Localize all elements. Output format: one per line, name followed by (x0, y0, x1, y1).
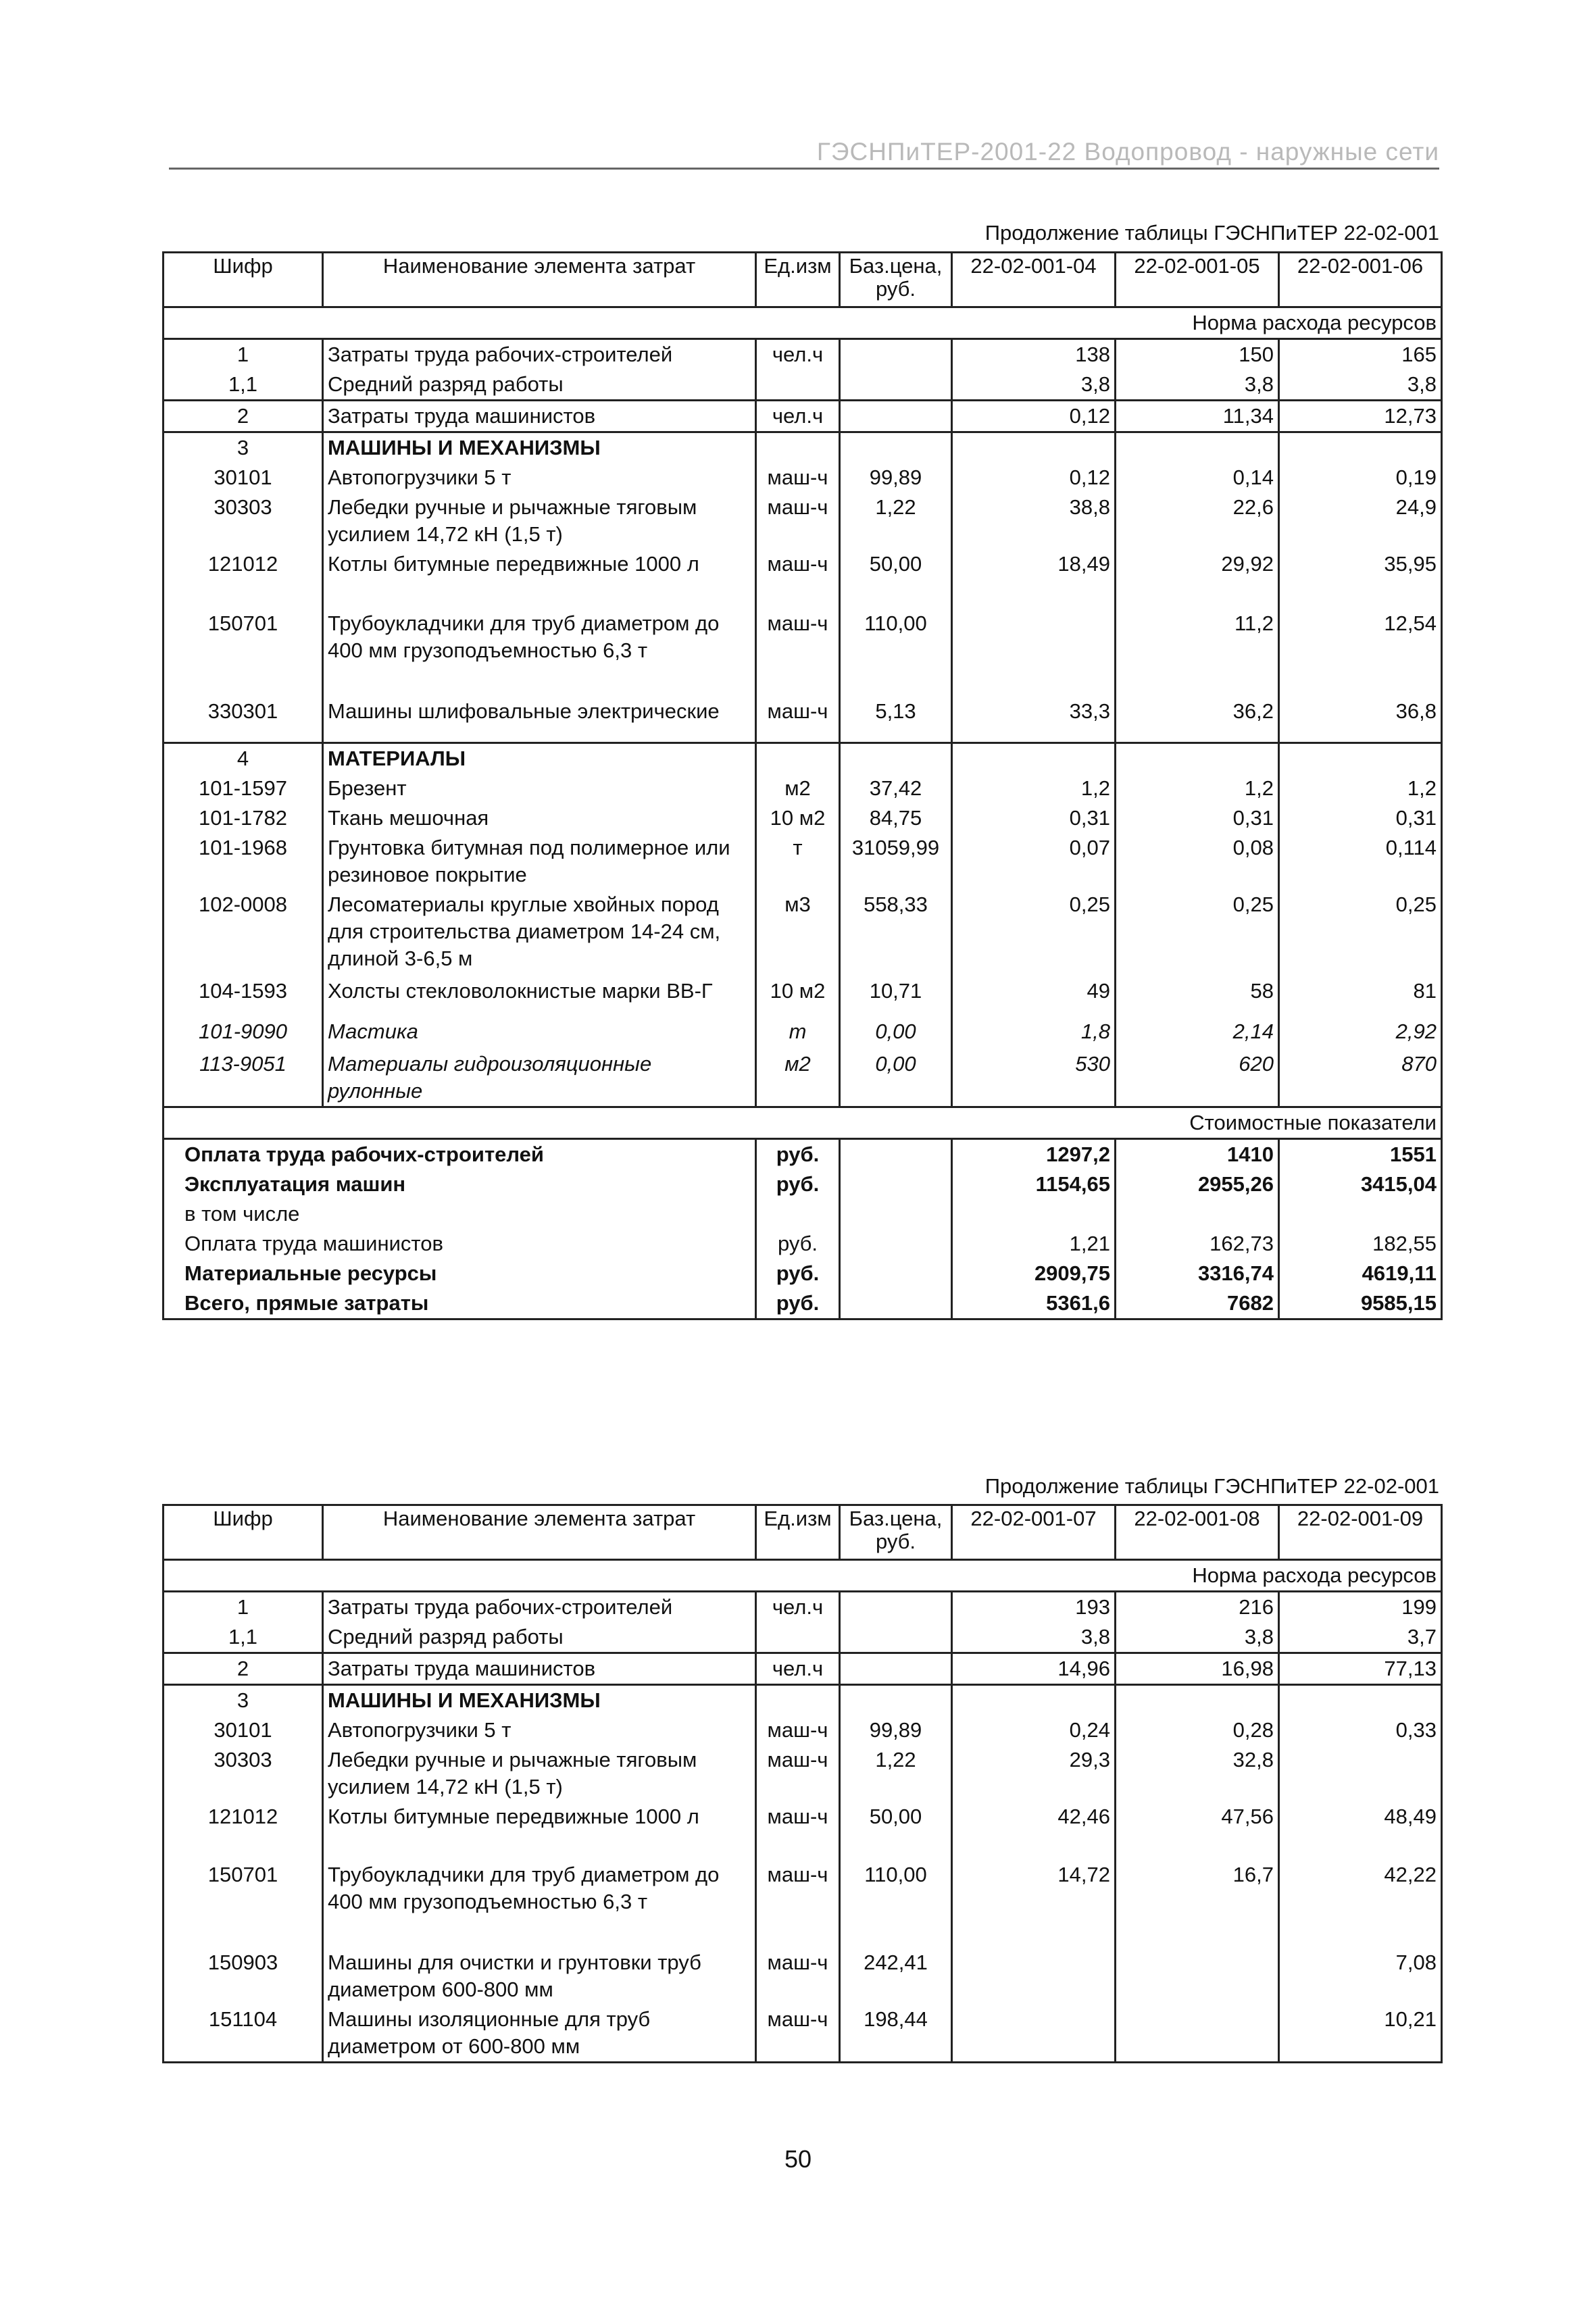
summary-label: в том числе (164, 1199, 756, 1229)
norm-cell: 38,8 (952, 493, 1116, 549)
norm-cell: 530 (952, 1049, 1116, 1107)
summary-value: 3316,74 (1116, 1259, 1279, 1288)
price-cell: 5,13 (840, 697, 952, 743)
table-header-row (164, 1505, 1442, 1560)
norm-cell: 77,13 (1279, 1653, 1442, 1685)
code-cell: 1 (164, 1592, 323, 1623)
table-row (164, 1653, 1442, 1685)
header-norm-05: 22-02-001-05 (1116, 253, 1279, 307)
norm-cell (952, 2005, 1116, 2063)
name-cell: Ткань мешочная (323, 803, 756, 833)
table1-caption: Продолжение таблицы ГЭСНПиТЕР 22-02-001 (984, 221, 1439, 245)
norm-cell: 48,49 (1279, 1802, 1442, 1860)
code-cell: 113-9051 (164, 1049, 323, 1107)
norm-cell (952, 1685, 1116, 1716)
summary-value: 1,21 (952, 1229, 1116, 1259)
unit-cell: маш-ч (756, 697, 840, 743)
code-cell: 330301 (164, 697, 323, 743)
norm-cell: 0,25 (1279, 890, 1442, 976)
norm-cell: 24,9 (1279, 493, 1442, 549)
norm-cell: 0,31 (1116, 803, 1279, 833)
summary-price (840, 1229, 952, 1259)
norm-cell: 3,8 (952, 1622, 1116, 1653)
norm-label-row (164, 307, 1442, 339)
norm-cell: 165 (1279, 339, 1442, 370)
code-cell: 101-1968 (164, 833, 323, 890)
summary-row (164, 1259, 1442, 1288)
price-cell: 99,89 (840, 1715, 952, 1745)
norm-cell (1279, 432, 1442, 463)
resource-table-1 (162, 251, 1443, 1320)
table-row (164, 370, 1442, 401)
name-cell: Лесоматериалы круглые хвойных пород для строительства диаметром 14-24 см, длиной 3-6,5 м (323, 890, 756, 976)
price-cell (840, 743, 952, 774)
table-row (164, 463, 1442, 493)
unit-cell: м3 (756, 890, 840, 976)
summary-label: Оплата труда рабочих-строителей (164, 1138, 756, 1169)
norm-cell: 138 (952, 339, 1116, 370)
norm-cell: 3,8 (952, 370, 1116, 401)
table2-caption: Продолжение таблицы ГЭСНПиТЕР 22-02-001 (984, 1474, 1439, 1498)
norm-cell: 0,12 (952, 401, 1116, 432)
table-row (164, 803, 1442, 833)
unit-cell: чел.ч (756, 1592, 840, 1623)
summary-value (952, 1199, 1116, 1229)
table-row (164, 1685, 1442, 1716)
table-row (164, 774, 1442, 803)
header-norm-06: 22-02-001-06 (1279, 253, 1442, 307)
name-cell: Трубоукладчики для труб диаметром до 400 мм грузоподъемностью 6,3 т (323, 609, 756, 697)
norm-cell (1279, 1685, 1442, 1716)
name-cell: Материалы гидроизоляционные рулонные (323, 1049, 756, 1107)
summary-unit: руб. (756, 1259, 840, 1288)
norm-cell: 36,8 (1279, 697, 1442, 743)
summary-row (164, 1288, 1442, 1319)
code-cell: 2 (164, 401, 323, 432)
name-cell: Средний разряд работы (323, 1622, 756, 1653)
norm-cell (952, 743, 1116, 774)
norm-cell (1116, 743, 1279, 774)
norm-cell: 0,12 (952, 463, 1116, 493)
name-cell: Затраты труда рабочих-строителей (323, 1592, 756, 1623)
norm-cell: 216 (1116, 1592, 1279, 1623)
table-row (164, 339, 1442, 370)
table-row (164, 697, 1442, 743)
name-cell: Машины изоляционные для труб диаметром от 600-800 мм (323, 2005, 756, 2063)
norm-cell: 81 (1279, 976, 1442, 1017)
unit-cell: маш-ч (756, 1860, 840, 1948)
unit-cell (756, 1685, 840, 1716)
price-cell: 37,42 (840, 774, 952, 803)
name-cell: МАТЕРИАЛЫ (323, 743, 756, 774)
cost-label: Стоимостные показатели (952, 1107, 1442, 1138)
code-cell: 30101 (164, 1715, 323, 1745)
norm-cell: 2,14 (1116, 1017, 1279, 1049)
summary-price (840, 1138, 952, 1169)
price-cell: 198,44 (840, 2005, 952, 2063)
norm-cell: 7,08 (1279, 1948, 1442, 2005)
name-cell: МАШИНЫ И МЕХАНИЗМЫ (323, 432, 756, 463)
name-cell: Трубоукладчики для труб диаметром до 400 мм грузоподъемностью 6,3 т (323, 1860, 756, 1948)
norm-cell: 11,2 (1116, 609, 1279, 697)
unit-cell: чел.ч (756, 401, 840, 432)
norm-cell (1279, 743, 1442, 774)
norm-cell (1116, 1685, 1279, 1716)
code-cell: 101-1597 (164, 774, 323, 803)
unit-cell: маш-ч (756, 1745, 840, 1802)
unit-cell (756, 743, 840, 774)
unit-cell (756, 432, 840, 463)
header-code: Шифр (164, 1505, 323, 1560)
price-cell: 84,75 (840, 803, 952, 833)
table-header-row (164, 253, 1442, 307)
name-cell: Машины шлифовальные электрические (323, 697, 756, 743)
table-row (164, 890, 1442, 976)
code-cell: 150701 (164, 609, 323, 697)
norm-cell: 0,07 (952, 833, 1116, 890)
norm-cell: 11,34 (1116, 401, 1279, 432)
unit-cell (756, 1622, 840, 1653)
header-name: Наименование элемента затрат (323, 253, 756, 307)
unit-cell: чел.ч (756, 1653, 840, 1685)
norm-cell: 1,2 (1116, 774, 1279, 803)
norm-cell: 193 (952, 1592, 1116, 1623)
summary-unit (756, 1199, 840, 1229)
price-cell (840, 1653, 952, 1685)
summary-price (840, 1199, 952, 1229)
norm-label-blank (164, 307, 952, 339)
norm-cell: 49 (952, 976, 1116, 1017)
price-cell (840, 1622, 952, 1653)
norm-cell: 42,22 (1279, 1860, 1442, 1948)
header-norm-04: 22-02-001-04 (952, 253, 1116, 307)
summary-value: 4619,11 (1279, 1259, 1442, 1288)
code-cell: 102-0008 (164, 890, 323, 976)
price-cell: 110,00 (840, 1860, 952, 1948)
code-cell: 150903 (164, 1948, 323, 2005)
summary-value: 2955,26 (1116, 1169, 1279, 1199)
table-row (164, 1860, 1442, 1948)
norm-cell: 1,2 (1279, 774, 1442, 803)
table-row (164, 493, 1442, 549)
summary-label: Всего, прямые затраты (164, 1288, 756, 1319)
name-cell: Автопогрузчики 5 т (323, 1715, 756, 1745)
norm-cell: 3,7 (1279, 1622, 1442, 1653)
table-row (164, 401, 1442, 432)
code-cell: 150701 (164, 1860, 323, 1948)
norm-cell: 0,33 (1279, 1715, 1442, 1745)
norm-cell (952, 1948, 1116, 2005)
norm-cell: 33,3 (952, 697, 1116, 743)
table-row (164, 1592, 1442, 1623)
unit-cell: м2 (756, 1049, 840, 1107)
unit-cell: м2 (756, 774, 840, 803)
norm-cell: 150 (1116, 339, 1279, 370)
norm-cell: 0,08 (1116, 833, 1279, 890)
table-row (164, 1948, 1442, 2005)
norm-cell (1279, 1745, 1442, 1802)
code-cell: 30303 (164, 493, 323, 549)
norm-cell (952, 609, 1116, 697)
summary-label: Материальные ресурсы (164, 1259, 756, 1288)
cost-label-row (164, 1107, 1442, 1138)
table-row (164, 609, 1442, 697)
name-cell: Затраты труда рабочих-строителей (323, 339, 756, 370)
norm-cell: 0,114 (1279, 833, 1442, 890)
summary-value: 2909,75 (952, 1259, 1116, 1288)
norm-cell: 0,31 (1279, 803, 1442, 833)
unit-cell: 10 м2 (756, 976, 840, 1017)
code-cell: 151104 (164, 2005, 323, 2063)
table-row (164, 976, 1442, 1017)
summary-value: 1154,65 (952, 1169, 1116, 1199)
name-cell: Средний разряд работы (323, 370, 756, 401)
norm-cell: 10,21 (1279, 2005, 1442, 2063)
summary-label: Оплата труда машинистов (164, 1229, 756, 1259)
name-cell: Котлы битумные передвижные 1000 л (323, 1802, 756, 1860)
norm-cell: 18,49 (952, 549, 1116, 609)
table-row (164, 549, 1442, 609)
summary-value: 162,73 (1116, 1229, 1279, 1259)
norm-cell: 29,3 (952, 1745, 1116, 1802)
price-cell (840, 1592, 952, 1623)
summary-value: 1410 (1116, 1138, 1279, 1169)
header-price: Баз.цена, руб. (840, 1505, 952, 1560)
summary-row (164, 1229, 1442, 1259)
norm-cell: 14,72 (952, 1860, 1116, 1948)
price-cell (840, 1685, 952, 1716)
unit-cell: маш-ч (756, 1715, 840, 1745)
name-cell: Мастика (323, 1017, 756, 1049)
summary-unit: руб. (756, 1229, 840, 1259)
name-cell: Брезент (323, 774, 756, 803)
norm-cell: 3,8 (1279, 370, 1442, 401)
code-cell: 3 (164, 432, 323, 463)
norm-cell (1116, 1948, 1279, 2005)
code-cell: 4 (164, 743, 323, 774)
norm-cell: 12,73 (1279, 401, 1442, 432)
name-cell: Затраты труда машинистов (323, 401, 756, 432)
price-cell (840, 370, 952, 401)
summary-row (164, 1169, 1442, 1199)
code-cell: 101-1782 (164, 803, 323, 833)
code-cell: 104-1593 (164, 976, 323, 1017)
norm-cell: 42,46 (952, 1802, 1116, 1860)
unit-cell: маш-ч (756, 1802, 840, 1860)
header-unit: Ед.изм (756, 253, 840, 307)
page-number: 50 (784, 2145, 812, 2173)
norm-cell: 36,2 (1116, 697, 1279, 743)
price-cell: 242,41 (840, 1948, 952, 2005)
table1-summary (164, 1107, 1442, 1319)
resource-table-2 (162, 1504, 1443, 2063)
header-norm-09: 22-02-001-09 (1279, 1505, 1442, 1560)
price-cell: 1,22 (840, 493, 952, 549)
code-cell: 2 (164, 1653, 323, 1685)
price-cell: 0,00 (840, 1049, 952, 1107)
code-cell: 1,1 (164, 1622, 323, 1653)
summary-value: 5361,6 (952, 1288, 1116, 1319)
unit-cell: маш-ч (756, 463, 840, 493)
table-row (164, 1049, 1442, 1107)
table-row (164, 743, 1442, 774)
header-price: Баз.цена, руб. (840, 253, 952, 307)
running-header (169, 128, 1439, 182)
norm-cell: 0,25 (1116, 890, 1279, 976)
norm-cell: 870 (1279, 1049, 1442, 1107)
unit-cell: т (756, 833, 840, 890)
norm-label: Норма расхода ресурсов (952, 1560, 1442, 1592)
header-code: Шифр (164, 253, 323, 307)
price-cell: 10,71 (840, 976, 952, 1017)
unit-cell (756, 370, 840, 401)
norm-cell: 16,7 (1116, 1860, 1279, 1948)
code-cell: 3 (164, 1685, 323, 1716)
norm-cell: 2,92 (1279, 1017, 1442, 1049)
name-cell: Грунтовка битумная под полимерное или резиновое покрытие (323, 833, 756, 890)
norm-cell: 1,2 (952, 774, 1116, 803)
price-cell: 1,22 (840, 1745, 952, 1802)
code-cell: 30101 (164, 463, 323, 493)
norm-label-row (164, 1560, 1442, 1592)
norm-cell: 58 (1116, 976, 1279, 1017)
summary-value: 7682 (1116, 1288, 1279, 1319)
summary-row (164, 1138, 1442, 1169)
table-row (164, 1745, 1442, 1802)
name-cell: МАШИНЫ И МЕХАНИЗМЫ (323, 1685, 756, 1716)
norm-label-blank (164, 1560, 952, 1592)
norm-label: Норма расхода ресурсов (952, 307, 1442, 339)
price-cell (840, 432, 952, 463)
code-cell: 121012 (164, 1802, 323, 1860)
price-cell: 558,33 (840, 890, 952, 976)
header-title: ГЭСНПиТЕР-2001-22 Водопровод - наружные сети (816, 138, 1439, 166)
table-row (164, 1802, 1442, 1860)
code-cell: 101-9090 (164, 1017, 323, 1049)
norm-cell: 0,25 (952, 890, 1116, 976)
name-cell: Машины для очистки и грунтовки труб диаметром 600-800 мм (323, 1948, 756, 2005)
unit-cell: маш-ч (756, 2005, 840, 2063)
norm-cell: 199 (1279, 1592, 1442, 1623)
header-rule (169, 168, 1439, 170)
code-cell: 30303 (164, 1745, 323, 1802)
norm-cell: 12,54 (1279, 609, 1442, 697)
price-cell: 0,00 (840, 1017, 952, 1049)
summary-price (840, 1259, 952, 1288)
table-row (164, 833, 1442, 890)
code-cell: 1 (164, 339, 323, 370)
unit-cell: маш-ч (756, 493, 840, 549)
unit-cell: маш-ч (756, 609, 840, 697)
norm-cell: 35,95 (1279, 549, 1442, 609)
cost-label-blank (164, 1107, 952, 1138)
summary-value (1279, 1199, 1442, 1229)
norm-cell: 0,19 (1279, 463, 1442, 493)
price-cell: 110,00 (840, 609, 952, 697)
summary-price (840, 1169, 952, 1199)
summary-value: 3415,04 (1279, 1169, 1442, 1199)
price-cell: 31059,99 (840, 833, 952, 890)
table-row (164, 1622, 1442, 1653)
table-row (164, 1017, 1442, 1049)
norm-cell: 0,28 (1116, 1715, 1279, 1745)
summary-unit: руб. (756, 1288, 840, 1319)
summary-label: Эксплуатация машин (164, 1169, 756, 1199)
summary-unit: руб. (756, 1138, 840, 1169)
unit-cell: т (756, 1017, 840, 1049)
norm-cell: 3,8 (1116, 370, 1279, 401)
table2-body (164, 1592, 1442, 2063)
unit-cell: маш-ч (756, 549, 840, 609)
price-cell: 50,00 (840, 549, 952, 609)
price-cell (840, 339, 952, 370)
unit-cell: 10 м2 (756, 803, 840, 833)
unit-cell: чел.ч (756, 339, 840, 370)
norm-cell: 1,8 (952, 1017, 1116, 1049)
norm-cell: 0,14 (1116, 463, 1279, 493)
table-row (164, 432, 1442, 463)
code-cell: 121012 (164, 549, 323, 609)
norm-cell: 0,31 (952, 803, 1116, 833)
header-name: Наименование элемента затрат (323, 1505, 756, 1560)
table-row (164, 1715, 1442, 1745)
norm-cell (1116, 432, 1279, 463)
summary-value: 1297,2 (952, 1138, 1116, 1169)
norm-cell (1116, 2005, 1279, 2063)
summary-unit: руб. (756, 1169, 840, 1199)
name-cell: Автопогрузчики 5 т (323, 463, 756, 493)
summary-value: 9585,15 (1279, 1288, 1442, 1319)
norm-cell: 32,8 (1116, 1745, 1279, 1802)
norm-cell: 16,98 (1116, 1653, 1279, 1685)
summary-price (840, 1288, 952, 1319)
norm-cell: 47,56 (1116, 1802, 1279, 1860)
table1-body (164, 339, 1442, 1107)
norm-cell (952, 432, 1116, 463)
price-cell: 50,00 (840, 1802, 952, 1860)
norm-cell: 29,92 (1116, 549, 1279, 609)
price-cell: 99,89 (840, 463, 952, 493)
price-cell (840, 401, 952, 432)
name-cell: Лебедки ручные и рычажные тяговым усилием 14,72 кН (1,5 т) (323, 493, 756, 549)
norm-cell: 620 (1116, 1049, 1279, 1107)
summary-value (1116, 1199, 1279, 1229)
summary-value: 1551 (1279, 1138, 1442, 1169)
unit-cell: маш-ч (756, 1948, 840, 2005)
header-norm-07: 22-02-001-07 (952, 1505, 1116, 1560)
name-cell: Лебедки ручные и рычажные тяговым усилием 14,72 кН (1,5 т) (323, 1745, 756, 1802)
header-norm-08: 22-02-001-08 (1116, 1505, 1279, 1560)
name-cell: Холсты стекловолокнистые марки ВВ-Г (323, 976, 756, 1017)
table-row (164, 2005, 1442, 2063)
header-unit: Ед.изм (756, 1505, 840, 1560)
norm-cell: 0,24 (952, 1715, 1116, 1745)
norm-cell: 3,8 (1116, 1622, 1279, 1653)
norm-cell: 14,96 (952, 1653, 1116, 1685)
name-cell: Котлы битумные передвижные 1000 л (323, 549, 756, 609)
code-cell: 1,1 (164, 370, 323, 401)
norm-cell: 22,6 (1116, 493, 1279, 549)
name-cell: Затраты труда машинистов (323, 1653, 756, 1685)
summary-value: 182,55 (1279, 1229, 1442, 1259)
summary-row (164, 1199, 1442, 1229)
